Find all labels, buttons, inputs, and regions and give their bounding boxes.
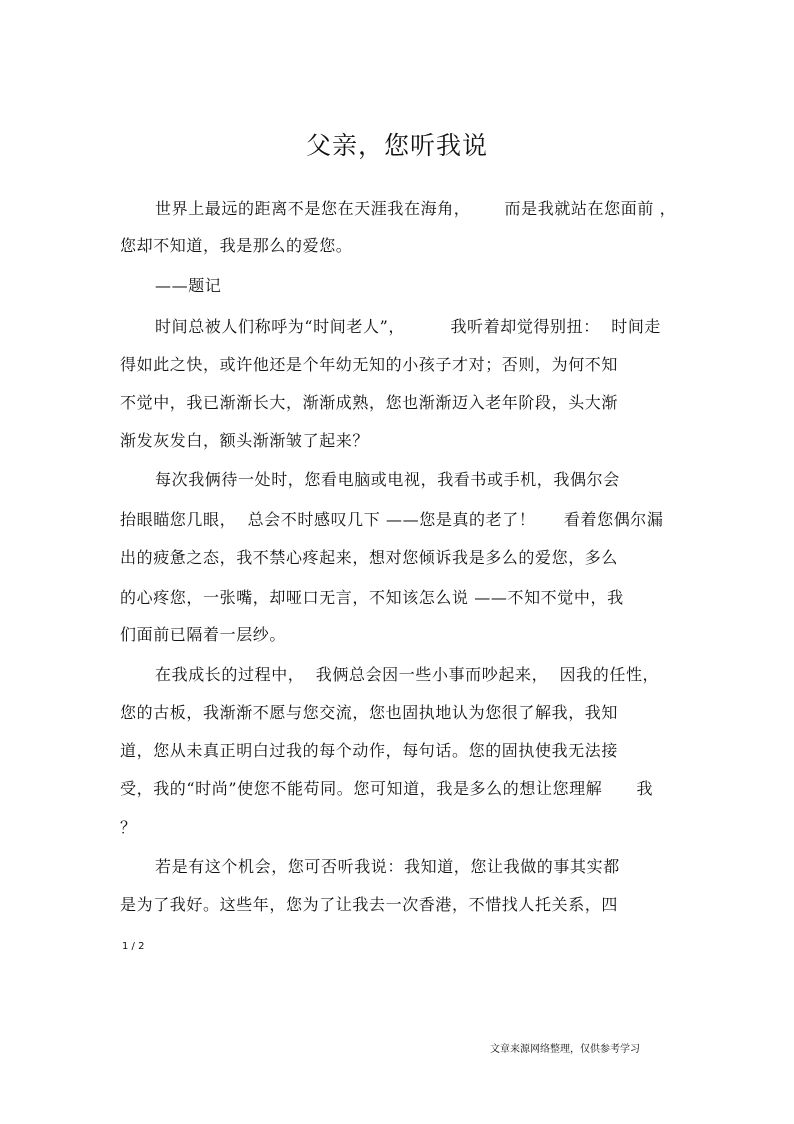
text-line: 得如此之快，或许他还是个年幼无知的小孩子才对；否则，为何不知 — [120, 355, 619, 374]
text-line: 不觉中，我已渐渐长大，渐渐成熟，您也渐渐迈入老年阶段，头大渐 — [120, 393, 619, 412]
text-line: 们面前已隔着一层纱。 — [120, 625, 287, 644]
text-line: 您却不知道，我是那么的爱您。 — [120, 236, 353, 255]
text-line: 每次我俩待一处时，您看电脑或电视，我看书或手机，我偶尔会 — [155, 470, 620, 489]
source-note: 文章来源网络整理，仅供参考学习 — [490, 1044, 640, 1055]
text-line: 渐发灰发白，额头渐渐皱了起来？ — [120, 431, 370, 450]
epigraph-attribution: ——题记 — [155, 276, 222, 295]
text-line: 您的古板，我渐渐不愿与您交流，您也固执地认为您很了解我，我知 — [120, 703, 619, 722]
text-line: 世界上最远的距离不是您在天涯我在海角， 而是我就站在您面前 ， — [155, 199, 677, 218]
text-line: 出的疲惫之态，我不禁心疼起来，想对您倾诉我是多么的爱您，多么 — [120, 548, 619, 567]
page-number: 1 / 2 — [122, 941, 145, 952]
text-line: 受，我的“时尚”使您不能苟同。您可知道，我是多么的想让您理解 我 — [120, 779, 654, 798]
text-line: 的心疼您，一张嘴，却哑口无言，不知该怎么说 ——不知不觉中，我 — [120, 588, 624, 607]
page-title: 父亲，您听我说 — [305, 131, 488, 160]
text-line: 若是有这个机会，您可否听我说：我知道，您让我做的事其实都 — [155, 857, 620, 876]
text-line: 时间总被人们称呼为“时间老人”， 我听着却觉得别扭： 时间走 — [155, 317, 662, 336]
text-line: ？ — [120, 818, 137, 837]
text-line: 在我成长的过程中， 我俩总会因一些小事而吵起来， 因我的任性， — [155, 665, 660, 684]
text-line: 是为了我好。这些年，您为了让我去一次香港，不惜找人托关系，四 — [120, 895, 619, 914]
text-line: 道，您从未真正明白过我的每个动作，每句话。您的固执使我无法接 — [120, 741, 619, 760]
text-line: 抬眼瞄您几眼， 总会不时感叹几下 ——您是真的老了！ 看着您偶尔漏 — [120, 510, 664, 529]
